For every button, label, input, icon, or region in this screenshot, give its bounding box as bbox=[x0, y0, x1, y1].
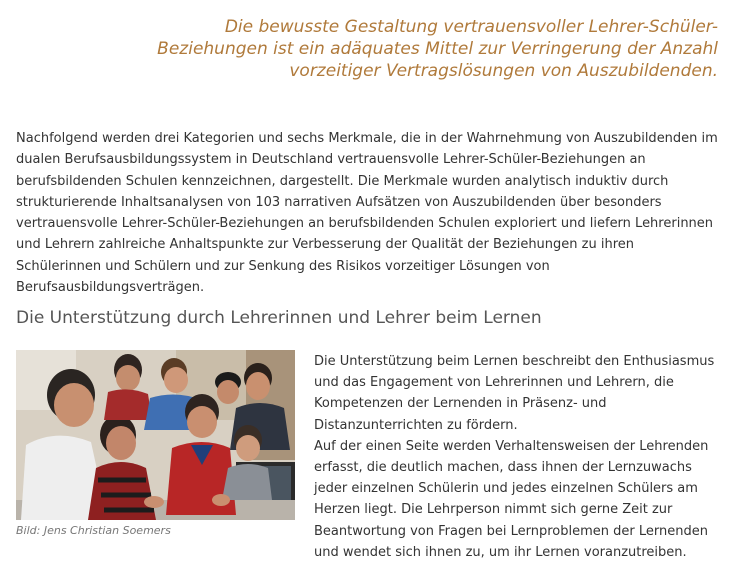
pull-quote-line-2: Beziehungen ist ein adäquates Mittel zur Verringerung der Anzahl bbox=[157, 39, 718, 59]
section-heading: Die Unterstützung durch Lehrerinnen und Lehrer beim Lernen bbox=[16, 308, 542, 328]
section-body bbox=[314, 351, 719, 563]
photo-caption: Bild: Jens Christian Soemers bbox=[16, 524, 171, 537]
classroom-photo bbox=[16, 350, 295, 520]
pull-quote-line-3: vorzeitiger Vertragslösungen von Auszubildenden. bbox=[289, 61, 718, 81]
section-paragraph-2: Auf der einen Seite werden Verhaltensweisen der Lehrenden erfasst, die deutlich machen, dass ihnen der Lernzuwachs jeder einzelnen Schülerin und jedes einzelnen Schülers am Herzen liegt. Die Lehrperson nimmt sich gerne Zeit zur Beantwortung von Fragen bei Lernproblemen der Lernenden und wendet sich ihnen zu, um ihr Lernen voranzutreiben. bbox=[314, 438, 709, 560]
intro-paragraph: Nachfolgend werden drei Kategorien und sechs Merkmale, die in der Wahrnehmung von Auszubildenden im dualen Berufsausbildungssystem in Deutschland vertrauensvolle Lehrer-Schüler-Beziehungen an berufsbildenden Schulen kennzeichnen, dargestellt. Die Merkmale wurden analytisch induktiv durch strukturierende Inhaltsanalysen von 103 narrativen Aufsätzen von Auszubildenden über besonders vertrauensvolle Lehrer-Schüler-Beziehungen an berufsbildenden Schulen exploriert und liefern Lehrerinnen und Lehrern zahlreiche Anhaltspunkte zur Verbesserung der Qualität der Beziehungen zu ihren Schülerinnen und Schülern und zur Senkung des Risikos vorzeitiger Lösungen von Berufsausbildungsverträgen. bbox=[16, 131, 718, 296]
pull-quote-line-1: Die bewusste Gestaltung vertrauensvoller Lehrer-Schüler- bbox=[224, 17, 718, 37]
classroom-photo-illustration bbox=[16, 350, 295, 520]
section-paragraph-1: Die Unterstützung beim Lernen beschreibt den Enthusiasmus und das Engagement von Lehrerinnen und Lehrern, die Kompetenzen der Lernenden in Präsenz- und Distanzunterrichten zu fördern. bbox=[314, 354, 715, 433]
pull-quote bbox=[128, 16, 718, 82]
